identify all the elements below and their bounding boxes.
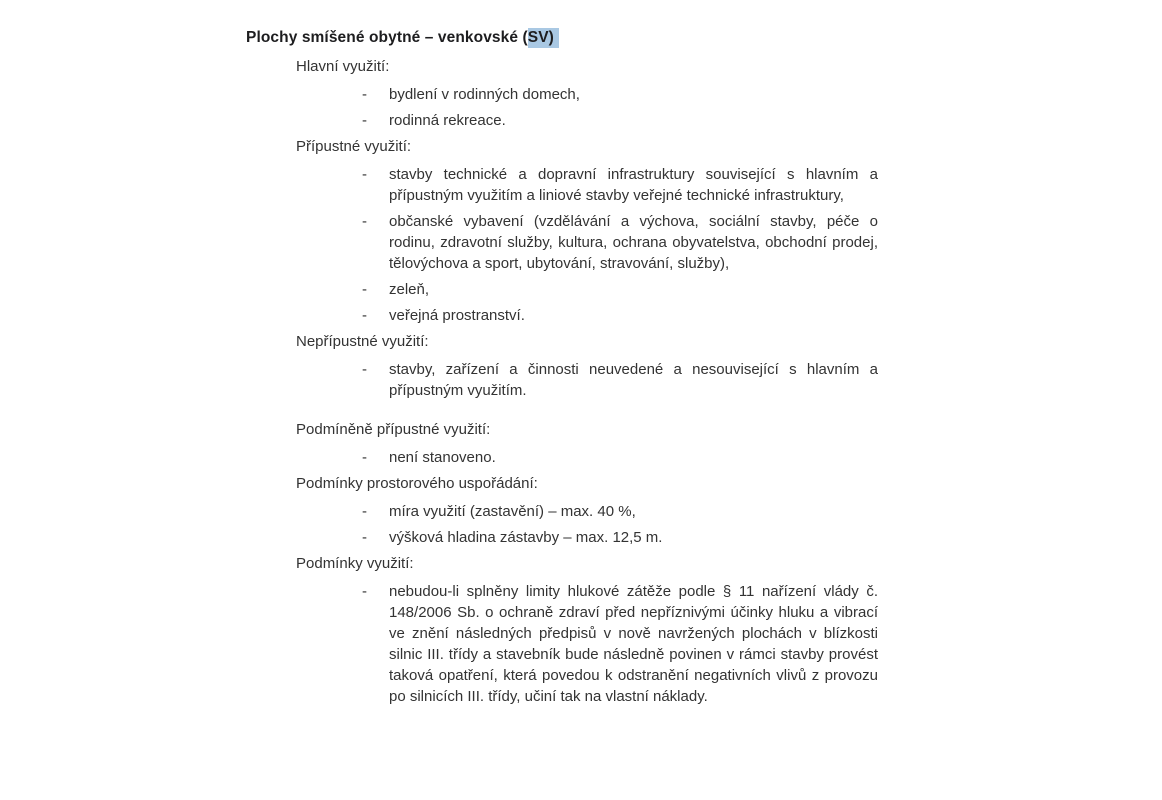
section-nepripustne-vyuziti: [0, 331, 1162, 401]
list-item-text: stavby technické a dopravní infrastruktury související s hlavním a přípustným využitím a liniové stavby veřejné technické infrastruktury,: [389, 166, 878, 204]
section-heading: Přípustné využití:: [296, 138, 412, 155]
bullet-dash: -: [362, 166, 367, 183]
list-item-text: míra využití (zastavění) – max. 40 %,: [389, 503, 636, 520]
list-item-text: veřejná prostranství.: [389, 307, 525, 324]
list-item: [362, 84, 878, 105]
list-item-text: občanské vybavení (vzdělávání a výchova, sociální stavby, péče o rodinu, zdravotní služby, kultura, ochrana obyvatelstva, obchodní prodej, tělovýchova a sport, ubytování, stravování, služby),: [389, 213, 878, 272]
bullet-dash: -: [362, 361, 367, 378]
bullet-dash: -: [362, 281, 367, 298]
section-heading: Nepřípustné využití:: [296, 333, 429, 350]
list-item: [362, 501, 878, 522]
bullet-dash: -: [362, 213, 367, 230]
list-item: [362, 447, 878, 468]
section-heading: Hlavní využití:: [296, 58, 390, 75]
bullet-dash: -: [362, 529, 367, 546]
list-item: [362, 211, 878, 274]
list-item: [362, 359, 878, 401]
bullet-dash: -: [362, 86, 367, 103]
bullet-dash: -: [362, 307, 367, 324]
section-podminene-pripustne-vyuziti: [0, 406, 1162, 468]
list-item: [362, 581, 878, 707]
section-heading: Podmíněně přípustné využití:: [296, 421, 491, 438]
bullet-dash: -: [362, 449, 367, 466]
list-item-text: bydlení v rodinných domech,: [389, 86, 580, 103]
page-title-text: Plochy smíšené obytné – venkovské (: [246, 29, 528, 46]
list-item-text: zeleň,: [389, 281, 430, 298]
bullet-dash: -: [362, 583, 367, 600]
list-item-text: stavby, zařízení a činnosti neuvedené a nesouvisející s hlavním a přípustným využitím.: [389, 361, 878, 399]
section-podminky-prostoroveho-usporadani: [0, 473, 1162, 548]
bullet-dash: -: [362, 503, 367, 520]
section-hlavni-vyuziti: [0, 56, 1162, 131]
page-title-highlight: SV): [528, 28, 559, 48]
list-item: [362, 305, 878, 326]
list-item: [362, 110, 878, 131]
list-item: [362, 279, 878, 300]
section-heading: Podmínky využití:: [296, 555, 414, 572]
list-item-text: rodinná rekreace.: [389, 112, 506, 129]
section-heading: Podmínky prostorového uspořádání:: [296, 475, 538, 492]
bullet-dash: -: [362, 112, 367, 129]
page-title: [246, 28, 1162, 48]
list-item-text: není stanoveno.: [389, 449, 496, 466]
list-item-text: nebudou-li splněny limity hlukové zátěže podle § 11 nařízení vlády č. 148/2006 Sb. o ochraně zdraví před nepříznivými účinky hluku a vibrací ve znění následných předpisů v nově navržených plochách v blízkosti silnic III. třídy a stavebník bude následně povinen v rámci stavby provést taková opatření, která povedou k odstranění negativních vlivů z provozu po silnicích III. třídy, učiní tak na vlastní náklady.: [389, 583, 878, 705]
section-pripustne-vyuziti: [0, 136, 1162, 326]
section-podminky-vyuziti: [0, 553, 1162, 707]
list-item: [362, 527, 878, 548]
list-item-text: výšková hladina zástavby – max. 12,5 m.: [389, 529, 663, 546]
list-item: [362, 164, 878, 206]
